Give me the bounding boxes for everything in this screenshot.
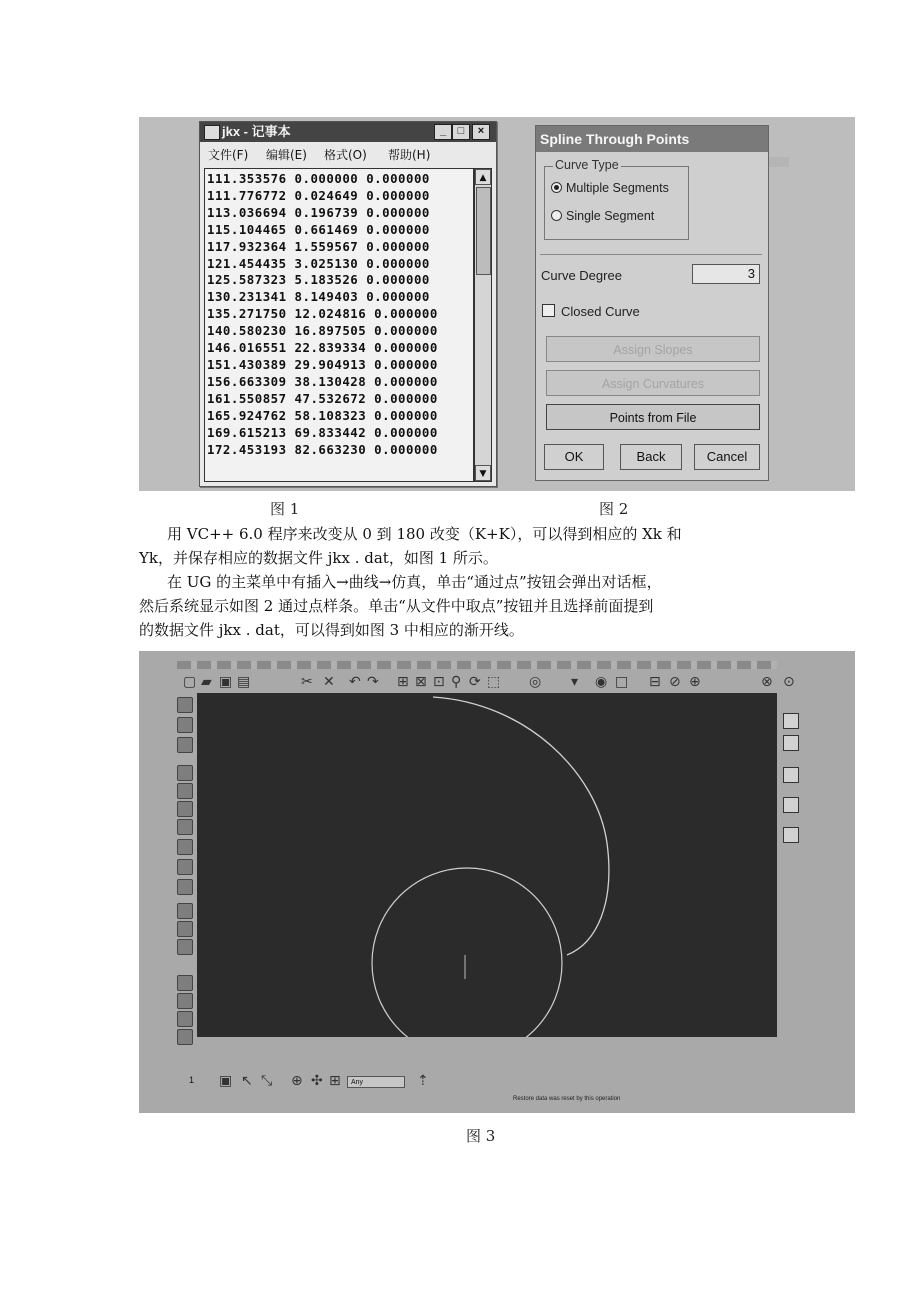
ug-status-bar <box>179 1071 809 1093</box>
caption-figure-1: 图 1 <box>270 500 300 518</box>
data-lines <box>207 171 438 458</box>
view-icon[interactable]: ⬚ <box>487 674 501 690</box>
radio-unselected-icon <box>551 210 562 221</box>
maximize-icon[interactable]: □ <box>452 124 470 140</box>
delete-icon[interactable]: ✕ <box>323 674 335 690</box>
data-row: 172.453193 82.663230 0.000000 <box>207 441 438 457</box>
layer-icon[interactable]: ▾ <box>571 674 579 690</box>
assign-curvatures-button[interactable]: Assign Curvatures <box>546 370 760 396</box>
paragraph-2-line-2: 然后系统显示如图 2 通过点样条。单击“从文件中取点”按钮并且选择前面提到 <box>139 597 654 615</box>
data-row: 115.104465 0.661469 0.000000 <box>207 221 430 237</box>
cut-icon[interactable]: ✂ <box>301 674 313 690</box>
snap-end-icon[interactable]: ✣ <box>311 1073 323 1089</box>
closed-curve-checkbox[interactable] <box>542 304 640 319</box>
base-circle <box>372 868 562 1037</box>
ok-button[interactable]: OK <box>544 444 604 470</box>
drag-icon[interactable]: ⤡ <box>261 1073 273 1089</box>
involute-curve <box>433 697 609 955</box>
figure-3-photo <box>139 651 855 1113</box>
magnify-icon[interactable]: ⚲ <box>451 674 462 690</box>
render-icon[interactable]: ◉ <box>595 674 608 690</box>
menu-edit[interactable]: 编辑(E) <box>266 148 307 162</box>
caption-figure-3: 图 3 <box>466 1127 496 1145</box>
measure-icon[interactable]: ⊘ <box>669 674 681 690</box>
data-row: 111.776772 0.024649 0.000000 <box>207 187 430 203</box>
data-row: 111.353576 0.000000 0.000000 <box>207 171 430 186</box>
notepad-scrollbar[interactable] <box>474 168 492 482</box>
data-row: 113.036694 0.196739 0.000000 <box>207 204 430 220</box>
figure-1-2-photo <box>139 117 855 491</box>
assign-slopes-button[interactable]: Assign Slopes <box>546 336 760 362</box>
dialog-title: Spline Through Points <box>536 126 768 152</box>
curve-type-label: Curve Type <box>555 158 619 172</box>
tool-icon[interactable] <box>177 697 193 713</box>
resource-icon[interactable] <box>783 797 799 813</box>
resource-icon[interactable] <box>783 767 799 783</box>
tool-icon[interactable] <box>177 975 193 991</box>
data-row: 135.271750 12.024816 0.000000 <box>207 306 438 322</box>
tool-icon[interactable] <box>177 1011 193 1027</box>
data-row: 140.580230 16.897505 0.000000 <box>207 323 438 339</box>
tool-icon[interactable] <box>177 939 193 955</box>
data-row: 121.454435 3.025130 0.000000 <box>207 255 430 271</box>
radio-multiple-segments[interactable] <box>551 181 669 195</box>
caption-figure-2: 图 2 <box>599 500 629 518</box>
ug-toolbar <box>183 671 803 693</box>
pointer-icon[interactable]: ↖ <box>241 1073 253 1089</box>
filter-arrow-icon[interactable]: ⇡ <box>417 1073 429 1089</box>
data-row: 161.550857 47.532672 0.000000 <box>207 390 438 406</box>
window-icon[interactable]: □ <box>615 674 629 690</box>
data-row: 156.663309 38.130428 0.000000 <box>207 373 438 389</box>
tool-icon[interactable] <box>177 765 193 781</box>
tool-icon[interactable] <box>177 903 193 919</box>
open-folder-icon[interactable]: ▰ <box>201 674 212 690</box>
tool-icon[interactable] <box>177 859 193 875</box>
graphics-viewport[interactable] <box>197 693 777 1037</box>
data-row: 151.430389 29.904913 0.000000 <box>207 356 438 372</box>
ug-menu-bar[interactable] <box>177 661 777 669</box>
snap-icon[interactable]: ⊗ <box>761 674 773 690</box>
radio-multiple-label: Multiple Segments <box>566 181 669 195</box>
tool-icon[interactable] <box>177 737 193 753</box>
rotate-icon[interactable]: ⟳ <box>469 674 481 690</box>
paragraph-2-line-1: 在 UG 的主菜单中有插入→曲线→仿真，单击“通过点”按钮会弹出对话框， <box>167 573 662 591</box>
cancel-button[interactable]: Cancel <box>694 444 760 470</box>
tool-icon[interactable] <box>177 717 193 733</box>
paragraph-2-line-3: 的数据文件 jkx . dat，可以得到如图 3 中相应的渐开线。 <box>139 621 524 639</box>
curve-degree-input[interactable]: 3 <box>692 264 760 284</box>
radio-single-label: Single Segment <box>566 209 655 223</box>
paragraph-1-line-2: Yk，并保存相应的数据文件 jkx . dat，如图 1 所示。 <box>139 549 498 567</box>
info-icon[interactable]: ⊕ <box>689 674 701 690</box>
data-row: 130.231341 8.149403 0.000000 <box>207 289 430 305</box>
curve-degree-label: Curve Degree <box>541 268 622 283</box>
analysis-icon[interactable]: ⊟ <box>649 674 661 690</box>
zoom-icon[interactable]: ⊡ <box>433 674 445 690</box>
data-row: 146.016551 22.839334 0.000000 <box>207 340 438 356</box>
tool-icon[interactable] <box>177 839 193 855</box>
notepad-window <box>199 121 497 487</box>
close-icon[interactable]: × <box>472 124 490 140</box>
tool-icon[interactable] <box>177 921 193 937</box>
tool-icon[interactable] <box>177 879 193 895</box>
notepad-title-bar[interactable] <box>200 122 496 142</box>
radio-selected-icon <box>551 182 562 193</box>
redo-icon[interactable]: ↷ <box>367 674 379 690</box>
scroll-up-icon[interactable]: ▲ <box>475 169 491 185</box>
tool-icon[interactable] <box>177 819 193 835</box>
points-from-file-button[interactable]: Points from File <box>546 404 760 430</box>
radio-single-segment[interactable] <box>551 209 654 223</box>
notepad-title: jkx - 记事本 <box>222 124 291 139</box>
notepad-menu-bar <box>200 144 496 162</box>
checkbox-icon <box>542 304 555 317</box>
back-button[interactable]: Back <box>620 444 682 470</box>
divider <box>540 254 762 255</box>
tool-icon[interactable] <box>177 783 193 799</box>
resource-icon[interactable] <box>783 713 799 729</box>
scroll-down-icon[interactable]: ▼ <box>475 465 491 481</box>
status-message: Restore data was reset by this operation <box>513 1096 621 1102</box>
select-icon[interactable]: ▣ <box>219 1073 233 1089</box>
snap-grid-icon[interactable]: ⊞ <box>329 1073 341 1089</box>
display-icon[interactable]: ◎ <box>529 674 542 690</box>
selection-filter-dropdown[interactable]: Any <box>347 1076 405 1088</box>
menu-help[interactable]: 帮助(H) <box>388 148 431 162</box>
curve-type-group <box>544 158 689 240</box>
data-row: 117.932364 1.559567 0.000000 <box>207 238 430 254</box>
minimize-icon[interactable]: _ <box>434 124 452 140</box>
paragraph-1-line-1: 用 VC++ 6.0 程序来改变从 0 到 180 改变（K+K），可以得到相应的 Xk 和 <box>167 525 682 543</box>
menu-format[interactable]: 格式(O) <box>324 148 367 162</box>
notepad-text-area[interactable] <box>204 168 474 482</box>
tool-icon[interactable] <box>177 993 193 1009</box>
grid-icon[interactable]: ⊙ <box>783 674 795 690</box>
fit-view-icon[interactable]: ⊞ <box>397 674 409 690</box>
snap-point-icon[interactable]: ⊕ <box>291 1073 303 1089</box>
tool-icon[interactable] <box>177 1029 193 1045</box>
ug-right-toolbar <box>781 699 803 999</box>
resource-icon[interactable] <box>783 735 799 751</box>
save-icon[interactable]: ▣ <box>219 674 233 690</box>
zoom-window-icon[interactable]: ⊠ <box>415 674 427 690</box>
menu-file[interactable]: 文件(F) <box>208 148 249 162</box>
scroll-thumb[interactable] <box>476 187 491 275</box>
involute-curve-drawing <box>197 693 777 1037</box>
closed-curve-label: Closed Curve <box>561 304 640 319</box>
new-file-icon[interactable]: ▢ <box>183 674 197 690</box>
data-row: 165.924762 58.108323 0.000000 <box>207 407 438 423</box>
page-number: 1 <box>189 1075 195 1085</box>
tool-icon[interactable] <box>177 801 193 817</box>
ug-left-toolbar <box>175 697 195 1057</box>
notepad-icon <box>204 125 220 140</box>
spline-through-points-dialog <box>535 125 769 481</box>
history-icon[interactable] <box>783 827 799 843</box>
data-row: 169.615213 69.833442 0.000000 <box>207 424 438 440</box>
print-icon[interactable]: ▤ <box>237 674 251 690</box>
undo-icon[interactable]: ↶ <box>349 674 361 690</box>
data-row: 125.587323 5.183526 0.000000 <box>207 272 430 288</box>
